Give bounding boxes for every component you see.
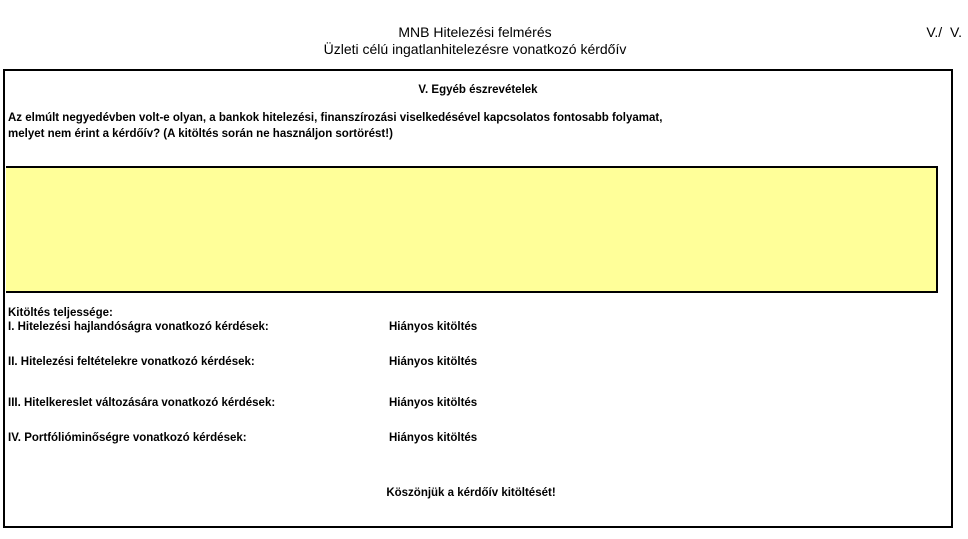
completeness-title: Kitöltés teljessége: — [8, 307, 113, 319]
completeness-row-status: Hiányos kitöltés — [389, 356, 478, 368]
question-line-1: Az elmúlt negyedévben volt-e olyan, a bankok hitelezési, finanszírozási viselkedésével kapcsolatos fontosabb folyamat, — [8, 112, 663, 124]
completeness-row-label: IV. Portfólióminőségre vonatkozó kérdések: — [8, 432, 247, 444]
completeness-row-label: I. Hitelezési hajlandóságra vonatkozó kérdések: — [8, 321, 269, 333]
completeness-row-status: Hiányos kitöltés — [389, 397, 478, 409]
question-text — [8, 110, 728, 142]
completeness-row-label: III. Hitelkereslet változására vonatkozó kérdések: — [8, 397, 276, 409]
page-title: MNB Hitelezési felmérés — [398, 24, 552, 40]
comment-answer-field[interactable] — [6, 166, 938, 293]
page-indicator: V./ V. — [926, 24, 962, 40]
thank-you-message: Köszönjük a kérdőív kitöltését! — [386, 487, 556, 499]
completeness-row-status: Hiányos kitöltés — [389, 321, 478, 333]
completeness-row-label: II. Hitelezési feltételekre vonatkozó kérdések: — [8, 356, 255, 368]
form-frame — [3, 69, 953, 528]
page-subtitle: Üzleti célú ingatlanhitelezésre vonatkozó kérdőív — [323, 41, 627, 57]
section-title: V. Egyéb észrevételek — [418, 84, 538, 96]
completeness-row-status: Hiányos kitöltés — [389, 432, 478, 444]
question-line-2: melyet nem érint a kérdőív? (A kitöltés során ne használjon sortörést!) — [8, 128, 393, 140]
